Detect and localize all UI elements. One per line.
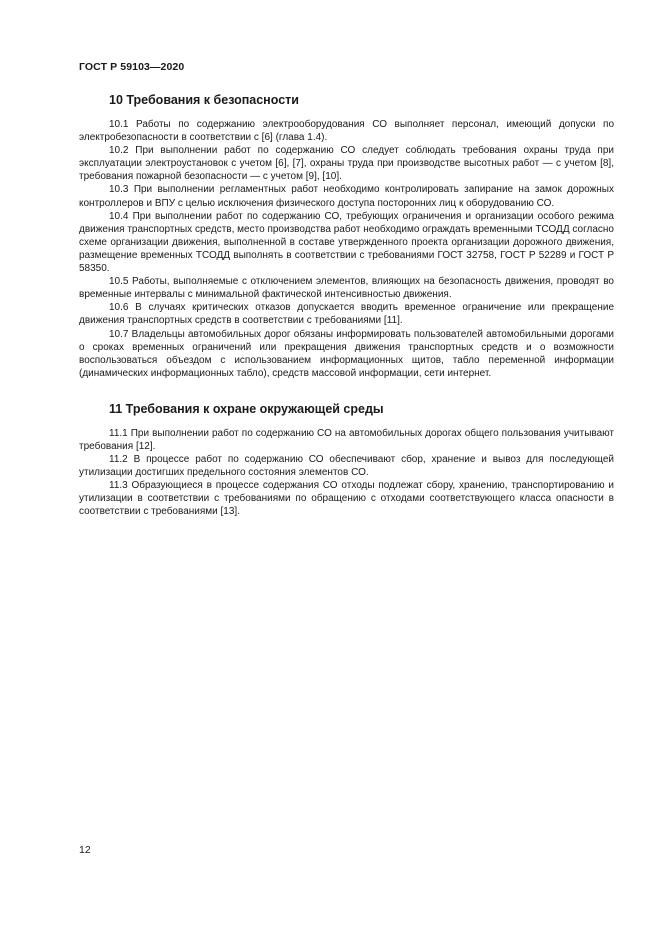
section-environmental-requirements [79,402,614,519]
paragraph-11-1: 11.1 При выполнении работ по содержанию СО на автомобильных дорогах общего пользования учитывают требования [12]. [79,427,614,452]
paragraph-10-7: 10.7 Владельцы автомобильных дорог обязаны информировать пользователей автомобильными дорогами о сроках временных ограничений или прекращения движения транспортных средств и о возможности воспользоваться объездом с использованием информационных щитов, табло переменной информации (динамических информационных табло), средств массовой информации, сети интернет. [79,328,614,379]
paragraph-10-4: 10.4 При выполнении работ по содержанию СО, требующих ограничения и организации особого режима движения транспортных средств, место производства работ необходимо ограждать временными ТСОДД согласно схеме организации движения, выполненной в составе утвержденного проекта организации дорожного движения, размещение временных ТСОДД выполнять в соответствии с требованиями ГОСТ 32758, ГОСТ Р 52289 и ГОСТ Р 58350. [79,210,614,275]
document-code-header: ГОСТ Р 59103—2020 [79,61,185,73]
paragraph-11-2: 11.2 В процессе работ по содержанию СО обеспечивают сбор, хранение и вывоз для последующей утилизации достигших предельного состояния элементов СО. [79,454,614,479]
paragraph-10-1: 10.1 Работы по содержанию электрооборудования СО выполняет персонал, имеющий допуски по электробезопасности в соответствии с [6] (глава 1.4). [79,119,614,144]
section-heading: 10 Требования к безопасности [109,93,299,107]
paragraph-10-2: 10.2 При выполнении работ по содержанию СО следует соблюдать требования охраны труда при эксплуатации электроустановок с учетом [6], [7], охраны труда при производстве высотных работ — с учетом [8], требования пожарной безопасности — с учетом [9], [10]. [79,145,614,183]
paragraph-10-3: 10.3 При выполнении регламентных работ необходимо контролировать запирание на замок дорожных контроллеров и ВПУ с целью исключения физического доступа посторонних лиц к оборудованию СО. [79,184,614,209]
section-heading: 11 Требования к охране окружающей среды [109,401,384,416]
paragraph-10-5: 10.5 Работы, выполняемые с отключением элементов, влияющих на безопасность движения, проводят во временные интервалы с минимальной фактической интенсивностью движения. [79,276,614,301]
paragraph-10-6: 10.6 В случаях критических отказов допускается вводить временное ограничение или прекращение движения транспортных средств в соответствии с требованиями [11]. [79,302,614,327]
section-safety-requirements [79,93,614,380]
document-body [79,93,614,519]
paragraph-11-3: 11.3 Образующиеся в процессе содержания СО отходы подлежат сбору, хранению, транспортированию и утилизации в соответствии с требованиями по обращению с отходами соответствующего класса опасности в соответствии с требованиями [13]. [79,480,614,518]
page-number: 12 [79,844,91,856]
